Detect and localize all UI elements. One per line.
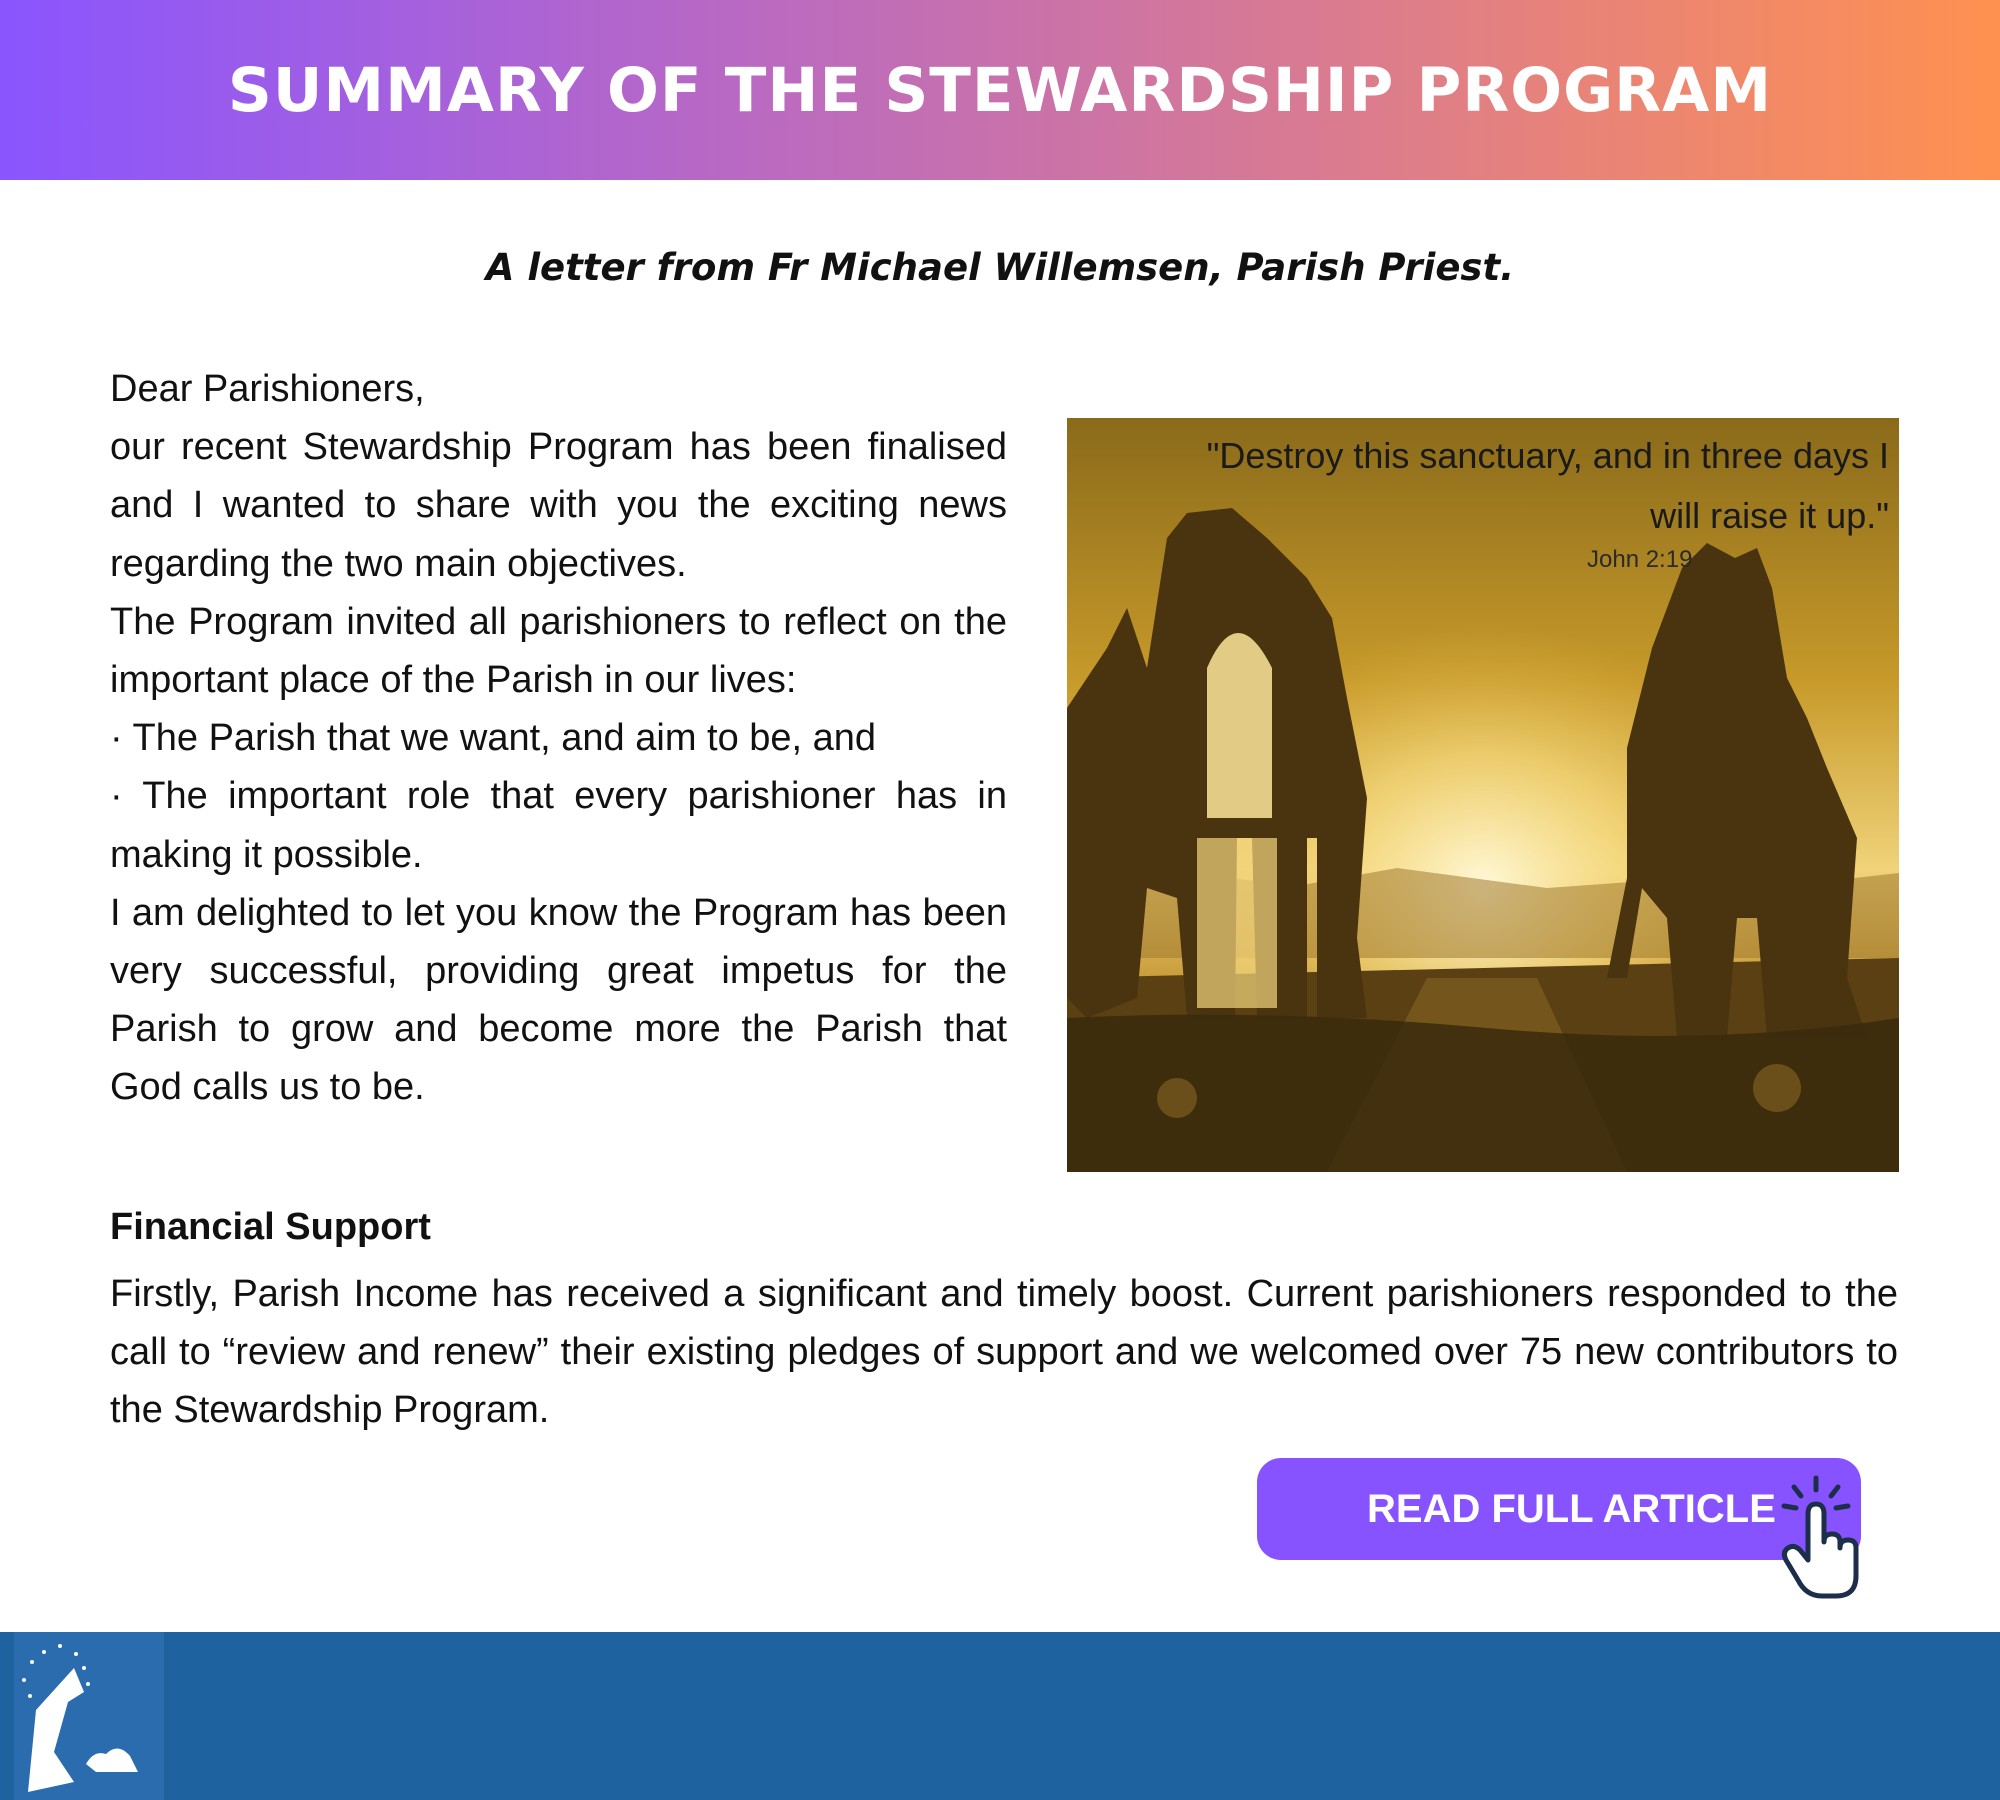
letter-paragraph-3: I am delighted to let you know the Program has been very successful, providing great impetus for the Parish to grow and become more the Parish that God calls us to be. (110, 891, 1007, 1109)
letter-greeting: Dear Parishioners, (110, 368, 425, 410)
letter-paragraph-2: The Program invited all parishioners to reflect on the important place of the Parish in our lives: (110, 600, 1007, 702)
financial-support-body: Firstly, Parish Income has received a significant and timely boost. Current parishioners responded to the call to “review and renew” their existing pledges of support and we welcomed over 75 new contributors to the Stewardship Program. (110, 1273, 1898, 1432)
letter-bullet-2: · The important role that every parishioner has in making it possible. (110, 775, 1007, 876)
financial-support-heading: Financial Support (110, 1206, 431, 1248)
bible-reference: John 2:19 (1587, 546, 1693, 573)
ruins-image (1067, 418, 1899, 1172)
page-title: SUMMARY OF THE STEWARDSHIP PROGRAM (227, 54, 1773, 126)
letter-bullet-1: · The Parish that we want, and aim to be, and (110, 717, 877, 760)
bible-quote: "Destroy this sanctuary, and in three days I will raise it up." (1206, 435, 1889, 536)
read-full-article-label: READ FULL ARTICLE (1367, 1487, 1776, 1531)
letter-paragraph-1: our recent Stewardship Program has been finalised and I wanted to share with you the exciting news regarding the two main objectives. (110, 426, 1007, 585)
letter-subtitle: A letter from Fr Michael Willemsen, Parish Priest. (485, 246, 1515, 289)
header-banner (0, 0, 2000, 180)
letter-body (110, 360, 1007, 1117)
footer-bar (0, 1632, 2000, 1800)
parish-logo-icon (14, 1632, 164, 1800)
pointer-hand-icon (1770, 1470, 1870, 1600)
